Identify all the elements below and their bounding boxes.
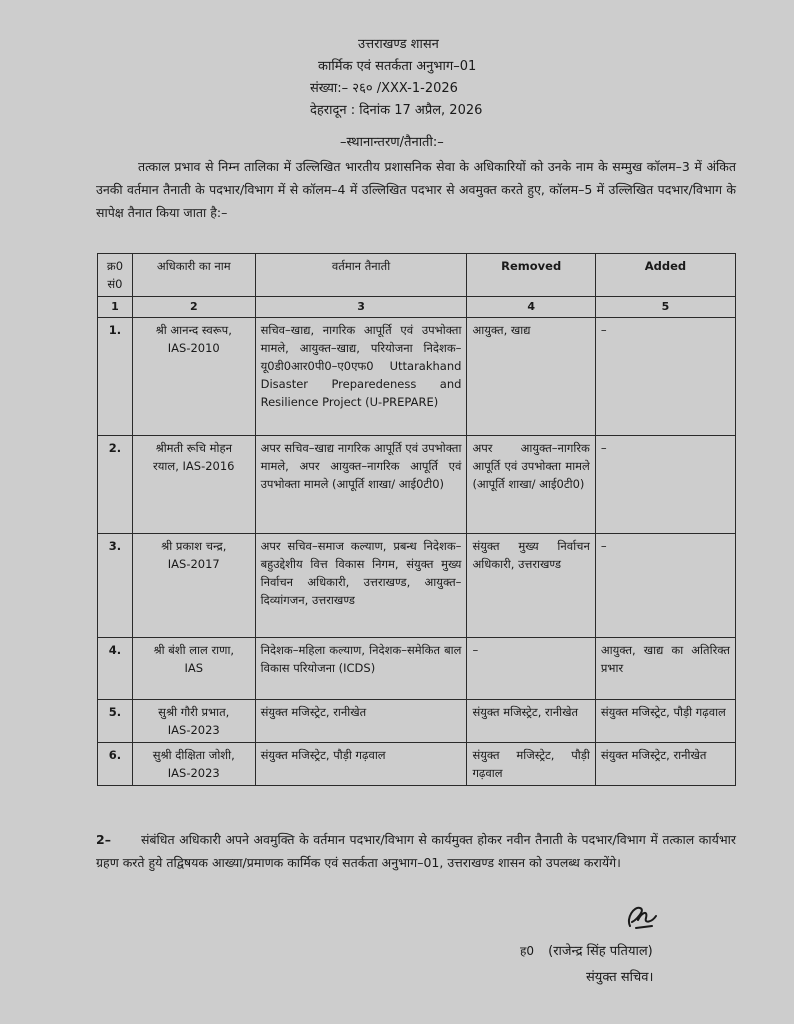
- subject-line: –स्थानान्तरण/तैनाती:–: [340, 135, 444, 150]
- officer-batch: IAS-2017: [167, 557, 220, 571]
- col-num-4: 4: [467, 297, 595, 318]
- col-num-3: 3: [255, 297, 467, 318]
- signature-block: [520, 938, 653, 991]
- table-row: [98, 436, 736, 534]
- officer-batch: IAS: [184, 661, 204, 675]
- col-num-1: 1: [98, 297, 133, 318]
- removed-cell: अपर आयुक्त–नागरिक आपूर्ति एवं उपभोक्ता मामले (आपूर्ति शाखा/ आई0टी0): [467, 436, 595, 534]
- paragraph-text: संबंधित अधिकारी अपने अवमुक्ति के वर्तमान पदभार/विभाग से कार्यमुक्त होकर नवीन तैनाती के पदभार/विभाग में तत्काल कार्यभार ग्रहण करते हुये तद्विषयक आख्या/प्रमाणक कार्मिक एवं सतर्कता अनुभाग–01, उत्तराखण्ड शासन को उपलब्ध करायेंगे।: [96, 832, 736, 870]
- officer-cell: [132, 743, 255, 786]
- signatory-name: (राजेन्द्र सिंह पतियाल): [548, 944, 653, 959]
- officer-cell: [132, 638, 255, 700]
- officer-batch: IAS-2023: [167, 766, 220, 780]
- removed-cell: आयुक्त, खाद्य: [467, 318, 595, 436]
- added-cell: –: [595, 436, 735, 534]
- officer-batch: IAS-2010: [167, 341, 220, 355]
- department-name: कार्मिक एवं सतर्कता अनुभाग–01: [318, 59, 477, 74]
- header-removed: Removed: [467, 254, 595, 297]
- table-row: [98, 638, 736, 700]
- officer-cell: [132, 436, 255, 534]
- added-cell: –: [595, 534, 735, 638]
- serial-cell: 4.: [98, 638, 133, 700]
- removed-cell: संयुक्त मुख्य निर्वाचन अधिकारी, उत्तराखण्ड: [467, 534, 595, 638]
- officer-batch: IAS-2023: [167, 723, 220, 737]
- officer-cell: [132, 318, 255, 436]
- header-current-posting: वर्तमान तैनाती: [255, 254, 467, 297]
- added-cell: संयुक्त मजिस्ट्रेट, रानीखेत: [595, 743, 735, 786]
- officer-name: श्री बंशी लाल राणा,: [153, 643, 235, 657]
- signed-prefix: ह0: [520, 944, 535, 958]
- serial-cell: 2.: [98, 436, 133, 534]
- serial-cell: 6.: [98, 743, 133, 786]
- serial-cell: 1.: [98, 318, 133, 436]
- removed-cell: –: [467, 638, 595, 700]
- current-posting-cell: अपर सचिव–समाज कल्याण, प्रबन्ध निदेशक– बहुउद्देशीय वित्त विकास निगम, संयुक्त मुख्य निर्वाचन अधिकारी, उत्तराखण्ड, आयुक्त–दिव्यांगजन, उत्तराखण्ड: [255, 534, 467, 638]
- posting-table: [97, 253, 736, 786]
- serial-cell: 3.: [98, 534, 133, 638]
- column-number-row: [98, 297, 736, 318]
- officer-name: सुश्री गौरी प्रभात,: [158, 705, 230, 719]
- officer-cell: [132, 700, 255, 743]
- added-cell: संयुक्त मजिस्ट्रेट, पौड़ी गढ़वाल: [595, 700, 735, 743]
- officer-name: श्री आनन्द स्वरूप,: [155, 323, 232, 337]
- document-header: [290, 34, 590, 122]
- officer-batch: रयाल, IAS-2016: [153, 459, 235, 473]
- officer-cell: [132, 534, 255, 638]
- officer-name: सुश्री दीक्षिता जोशी,: [152, 748, 235, 762]
- intro-paragraph: तत्काल प्रभाव से निम्न तालिका में उल्लिखित भारतीय प्रशासनिक सेवा के अधिकारियों को उनके नाम के सम्मुख कॉलम–3 में अंकित उनकी वर्तमान तैनाती के पदभार/विभाग में से कॉलम–4 में उल्लिखित पदभार से अवमुक्त करते हुए, कॉलम–5 में उल्लिखित पदभार/विभाग के सापेक्ष तैनात किया जाता है:–: [96, 159, 736, 220]
- current-posting-cell: निदेशक–महिला कल्याण, निदेशक–समेकित बाल विकास परियोजना (ICDS): [255, 638, 467, 700]
- government-name: उत्तराखण्ड शासन: [358, 37, 439, 52]
- table-row: [98, 743, 736, 786]
- removed-cell: संयुक्त मजिस्ट्रेट, रानीखेत: [467, 700, 595, 743]
- table-row: [98, 534, 736, 638]
- header-officer-name: अधिकारी का नाम: [132, 254, 255, 297]
- place-date: देहरादून : दिनांक 17 अप्रैल, 2026: [310, 103, 483, 118]
- current-posting-cell: अपर सचिव–खाद्य नागरिक आपूर्ति एवं उपभोक्ता मामले, अपर आयुक्त–नागरिक आपूर्ति एवं उपभोक्ता मामले (आपूर्ति शाखा/ आई0टी0): [255, 436, 467, 534]
- table-row: [98, 700, 736, 743]
- removed-cell: संयुक्त मजिस्ट्रेट, पौड़ी गढ़वाल: [467, 743, 595, 786]
- table-row: [98, 318, 736, 436]
- table-header-row: [98, 254, 736, 297]
- header-serial: क्र0 सं0: [98, 254, 133, 297]
- current-posting-cell: संयुक्त मजिस्ट्रेट, रानीखेत: [255, 700, 467, 743]
- added-cell: आयुक्त, खाद्य का अतिरिक्त प्रभार: [595, 638, 735, 700]
- instruction-paragraph: [96, 828, 736, 874]
- col-num-2: 2: [132, 297, 255, 318]
- serial-cell: 5.: [98, 700, 133, 743]
- officer-name: श्रीमती रूचि मोहन: [155, 441, 232, 455]
- col-num-5: 5: [595, 297, 735, 318]
- signatory-designation: संयुक्त सचिव।: [586, 970, 654, 985]
- current-posting-cell: सचिव–खाद्य, नागरिक आपूर्ति एवं उपभोक्ता मामले, आयुक्त–खाद्य, परियोजना निदेशक–यू0डी0आर0पी0–ए0एफ0 Uttarakhand Disaster Preparedeness and Resilience Project (U-PREPARE): [255, 318, 467, 436]
- officer-name: श्री प्रकाश चन्द्र,: [161, 539, 227, 553]
- reference-number: संख्या:– २६० /XXX-1-2026: [310, 81, 458, 96]
- added-cell: –: [595, 318, 735, 436]
- header-added: Added: [595, 254, 735, 297]
- current-posting-cell: संयुक्त मजिस्ट्रेट, पौड़ी गढ़वाल: [255, 743, 467, 786]
- paragraph-number: 2–: [96, 832, 111, 847]
- signature-icon: [622, 898, 662, 938]
